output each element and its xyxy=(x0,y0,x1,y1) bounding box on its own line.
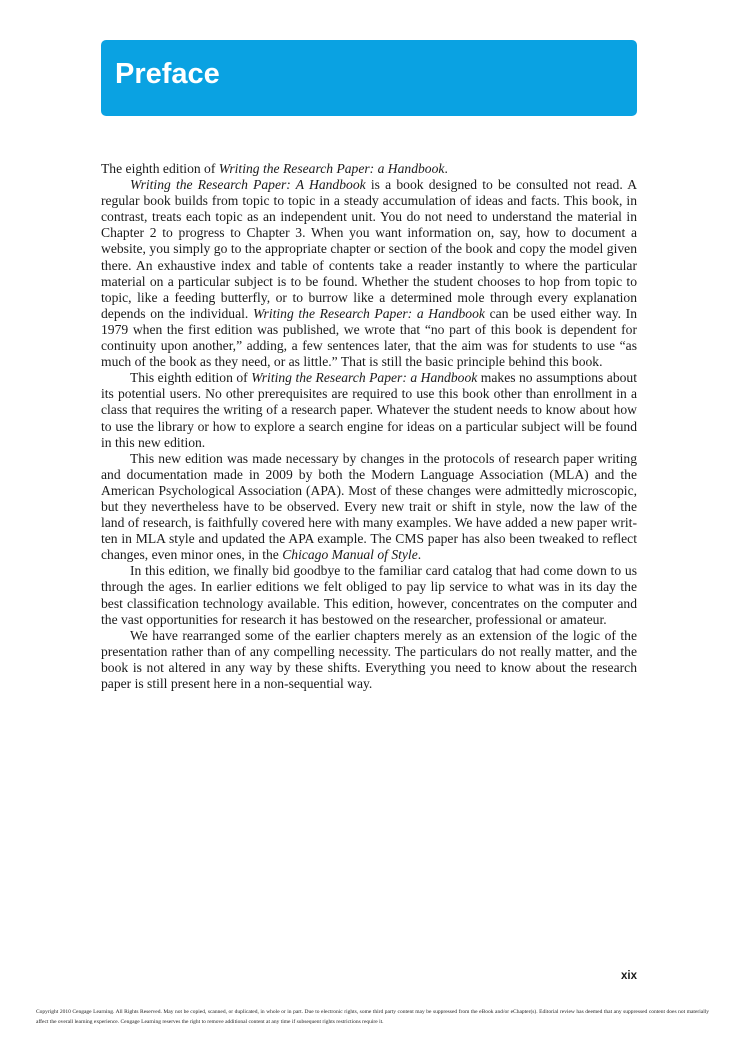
paragraph-3-text-2: . xyxy=(417,547,422,563)
intro-line xyxy=(101,161,637,177)
paragraph-2-text-1: This eighth edition of xyxy=(130,370,252,386)
paragraph-2 xyxy=(101,370,637,450)
paragraph-1-text-1: is a book designed to be consulted not read. A regular book builds from topic to topic in a steady accumulation of ideas and facts. This book, in contrast, treats each topic as an independent unit. You do not need to understand the material in Chapter 2 to progress to Chapter 3. When you want information on, say, how to document a website, you simply go to the appropriate chapter or section of the book and copy the model given there. An exhaustive index and table of contents take a reader instantly to where the particular material on a particular subject is to be found. Whether the student chooses to hop from topic to topic, like a feeding butterfly, or to burrow like a determined mole through every explanation depends on the individual. xyxy=(101,177,638,321)
intro-prefix: The eighth edition of xyxy=(101,161,219,176)
paragraph-3-manual-title: Chicago Manual of Style xyxy=(282,547,418,563)
intro-book-title: Writing the Research Paper: a Handbook xyxy=(218,161,445,176)
paragraph-3 xyxy=(101,451,637,564)
preface-body xyxy=(101,161,637,692)
paragraph-3-text-1: This new edition was made necessary by changes in the protocols of research paper writing and documentation made in 2009 by both the Modern Language Association (MLA) and the American Psychological Association (APA). Most of these changes were admittedly microscopic, but they nevertheless have to be observed. Every new trait or shift in style, now the law of the land of research, is faithfully covered here with many examples. We have added a new paper written in MLA style and updated the APA example. The CMS paper has also been tweaked to reflect changes, even minor ones, in the xyxy=(101,450,637,563)
paragraph-2-text-2: makes no assumptions about its potential users. No other prerequisites are required to use this book other than enrollment in a class that requires the writing of a research paper. Whatever the student needs to know about how to use the library or how to explore a search engine for ideas on a particular subject will be found in this new edition. xyxy=(101,370,637,450)
paragraph-1-text-2: can be used either way. In 1979 when the first edition was published, we wrote that “no part of this book is dependent for continuity upon another,” adding, a few sentences later, that the aim was for students to use “as much of the book as they need, or as little.” That is still the basic principle behind this book. xyxy=(101,305,638,370)
copyright-notice: Copyright 2010 Cengage Learning. All Rights Reserved. May not be copied, scanned, or duplicated, in whole or in part. Due to electronic rights, some third party content may be suppressed from the eBook and/or eChapter(s). Editorial review has deemed that any suppressed content does not materially affect the overall learning experience. Cengage Learning reserves the right to remove additional content at any time if subsequent rights restrictions require it. xyxy=(36,1009,709,1026)
intro-suffix: . xyxy=(444,161,448,176)
paragraph-4: In this edition, we finally bid goodbye to the familiar card catalog that had come down to us through the ages. In earlier editions we felt obliged to pay lip service to what was in its day the best classification technology available. This edition, however, concentrates on the computer and the vast opportunities for research it has bestowed on the researcher, professional or amateur. xyxy=(101,563,637,627)
page-title: Preface xyxy=(115,58,220,90)
paragraph-1-book-title-2: Writing the Research Paper: a Handbook xyxy=(252,305,485,321)
paragraph-1-book-title: Writing the Research Paper: A Handbook xyxy=(130,177,366,193)
paragraph-1 xyxy=(101,177,637,370)
paragraph-5: We have rearranged some of the earlier chapters merely as an extension of the logic of the presentation rather than of any compelling necessity. The particulars do not really matter, and the book is not altered in any way by these shifts. Everything you need to know about the research paper is still present here in a non-sequential way. xyxy=(101,627,637,691)
page-number: xix xyxy=(621,970,637,982)
chapter-header-banner xyxy=(101,40,637,116)
paragraph-2-book-title: Writing the Research Paper: a Handbook xyxy=(251,370,478,386)
